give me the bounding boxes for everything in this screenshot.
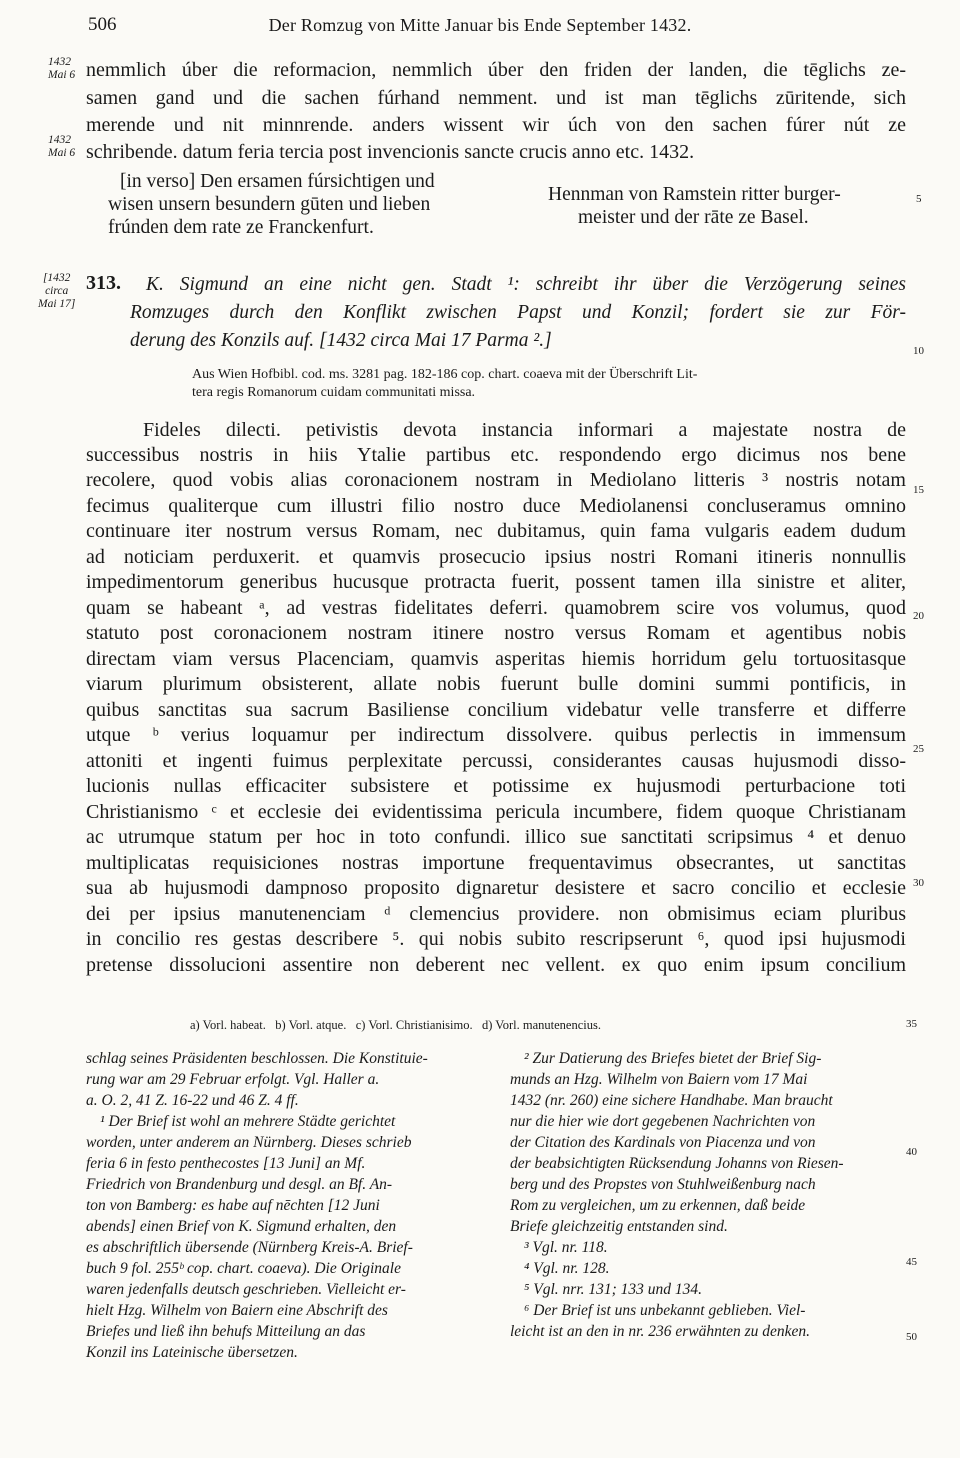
text-line: dei per ipsius manutenenciam ᵈ clemencius providere. non obmisimus eciam pluribus	[86, 903, 906, 925]
footnote-line: Rom zu vergleichen, um zu erkennen, daß beide	[510, 1197, 806, 1214]
text-line: schribende. datum feria tercia post invencionis sancte crucis anno etc. 1432.	[86, 141, 695, 163]
footnote-line: leicht ist an den in nr. 236 erwähnten zu denken.	[510, 1323, 811, 1340]
text-line: nemmlich úber die reformacion, nemmlich úber den friden der landen, die tēglichs ze-	[86, 59, 906, 81]
text-line: directam viam versus Placenciam, quamvis asperitas hiemis horridum gelu tortuositasque	[86, 648, 906, 670]
text-line: utque ᵇ verius loquamur per indirectum dissolvere. quibus perlectis in immensum	[86, 724, 906, 746]
line-number: 35	[906, 1018, 917, 1030]
footnote-line: a. O. 2, 41 Z. 16-22 und 46 Z. 4 ff.	[86, 1092, 299, 1109]
text-line: continuare iter nostrum versus Romam, nec dubitamus, quin fama vulgaris eadem dudum	[86, 520, 906, 542]
source-note: Aus Wien Hofbibl. cod. ms. 3281 pag. 182-186 cop. chart. coaeva mit der Überschrift Lit-	[192, 367, 698, 382]
footnote-line: Konzil ins Lateinische übersetzen.	[86, 1344, 298, 1361]
footnote-line: nur die hier wie dort gegebenen Nachrichten von	[510, 1113, 816, 1130]
text-line: quibus sanctitas sua sacrum Basiliense concilium videbatur velle transferre et differre	[86, 699, 906, 721]
footnote-line: hielt Hzg. Wilhelm von Baiern eine Abschrift des	[86, 1302, 388, 1319]
text-line: samen gand und die sachen fúrhand nemment. und ist man tēglichs zūritende, sich	[86, 87, 906, 109]
line-number: 15	[913, 484, 924, 496]
footnote-line: Briefes und ließ ihn behufs Mitteilung an das	[86, 1323, 366, 1340]
entry-number: 313.	[86, 272, 121, 294]
footnote-line: worden, unter anderem an Nürnberg. Dieses schrieb	[86, 1134, 412, 1151]
page-number: 506	[88, 14, 117, 35]
address-line: Hennman von Ramstein ritter burger-	[548, 184, 841, 205]
regest-line: Romzuges durch den Konflikt zwischen Papst und Konzil; fordert sie zur För-	[130, 302, 906, 323]
footnote-line: Briefe gleichzeitig entstanden sind.	[510, 1218, 728, 1235]
line-number: 10	[913, 345, 924, 357]
text-line: successibus nostris in hiis Ytalie partibus etc. respondendo ergo dicimus nos bene	[86, 444, 906, 466]
running-title: Der Romzug von Mitte Januar bis Ende September 1432.	[268, 15, 692, 35]
footnote-line: berg und des Propstes von Stuhlweißenburg nach	[510, 1176, 816, 1193]
footnote-line: feria 6 in festo penthecostes [13 Juni] an Mf.	[86, 1155, 366, 1172]
address-line: frúnden dem rate ze Franckenfurt.	[108, 217, 374, 238]
text-line: fecimus qualiterque cum illustri filio nostro duce Mediolanensi concluseramus omnino	[86, 495, 906, 517]
footnote-line: munds an Hzg. Wilhelm von Baiern vom 17 Mai	[510, 1071, 808, 1088]
line-number: 25	[913, 743, 924, 755]
text-line: pretense dissolucioni assentire non deberent nec vellent. ex quo enim ipsum concilium	[86, 954, 906, 976]
text-line: Fideles dilecti. petivistis devota instancia informari a majestate nostra de	[143, 419, 906, 441]
text-line: recolere, quod vobis alias coronacionem nostram in Mediolano litteris ³ nostris notam	[86, 469, 906, 491]
text-line: in concilio res gestas describere ⁵. qui nobis subito rescripserunt ⁶, quod ipsi hujusmodi	[86, 928, 906, 950]
text-line: viarum plurimum obsisterent, allate nobis fuerunt bulle domini summi pontificis, in	[86, 673, 906, 695]
footnote-line: ton von Bamberg: es habe auf nēchten [12 Juni	[86, 1197, 380, 1214]
footnote-line: der beabsichtigten Rücksendung Johanns von Riesen-	[510, 1155, 844, 1172]
footnote-line: schlag seines Präsidenten beschlossen. Die Konstituie-	[86, 1050, 428, 1067]
footnote-line: 1432 (nr. 260) eine sichere Handhabe. Man braucht	[510, 1092, 833, 1109]
footnote-line: ¹ Der Brief ist wohl an mehrere Städte gerichtet	[100, 1113, 396, 1130]
address-line: [in verso] Den ersamen fúrsichtigen und	[120, 171, 435, 192]
address-line: wisen unsern besundern gūten und lieben	[108, 194, 431, 215]
text-line: Christianismo ᶜ et ecclesie dei evidentissima pericula incumbere, fidem quoque Christianam	[86, 801, 906, 823]
text-line: statuto post coronacionem nostram itinere nostro versus Romam et agentibus nobis	[86, 622, 906, 644]
text-line: quam se habeant ᵃ, ad vestras fidelitates deferri. quamobrem scire vos volumus, quod	[86, 597, 906, 619]
footnote-line: ⁶ Der Brief ist uns unbekannt geblieben. Viel-	[524, 1302, 806, 1319]
footnote-line: buch 9 fol. 255ᵇ cop. chart. coaeva). Die Originale	[86, 1260, 401, 1277]
text-line: lucionis nullas efficaciter subsistere et potissime ex hujusmodi perturbacione toti	[86, 775, 906, 797]
footnotes-left	[86, 1048, 482, 1363]
margin-date: 1432 Mai 6	[48, 134, 76, 159]
margin-date: [1432 circa Mai 17]	[38, 272, 76, 310]
footnote-line: ³ Vgl. nr. 118.	[524, 1239, 608, 1256]
regest-line: derung des Konzils auf. [1432 circa Mai 17 Parma ².]	[130, 330, 552, 351]
footnote-line: ² Zur Datierung des Briefes bietet der Brief Sig-	[524, 1050, 822, 1067]
text-line: impedimentorum generibus hucusque protracta fuerit, possent tamen illa sinistre et aliter,	[86, 571, 906, 593]
text-line: ac utrumque statum per hoc in toto confundi. illico sue sanctitati scripsimus ⁴ et denuo	[86, 826, 906, 848]
footnote-line: abends] einen Brief von K. Sigmund erhalten, den	[86, 1218, 397, 1235]
text-line: sua ab hujusmodi dampnoso proposito dignaretur desistere et sacro concilio et ecclesie	[86, 877, 906, 899]
footnote-line: ⁵ Vgl. nrr. 131; 133 und 134.	[524, 1281, 703, 1298]
text-line: merende und nit minnrende. anders wissent wir úch von den sachen fúrer nút ze	[86, 114, 906, 136]
source-note: tera regis Romanorum cuidam communitati missa.	[192, 385, 476, 400]
regest-line: K. Sigmund an eine nicht gen. Stadt ¹: schreibt ihr über die Verzögerung seines	[146, 274, 906, 295]
variant-apparatus: a) Vorl. habeat. b) Vorl. atque. c) Vorl. Christianisimo. d) Vorl. manutenencius.	[190, 1018, 601, 1032]
line-number: 20	[913, 610, 924, 622]
footnotes-right	[510, 1048, 906, 1342]
line-number: 45	[906, 1256, 917, 1268]
text-line: ad noticiam perduxerit. et quamvis prosecucio ipsius nostri Romani itineris nonnullis	[86, 546, 906, 568]
line-number: 50	[906, 1331, 917, 1343]
line-number: 40	[906, 1146, 917, 1158]
address-sender	[548, 183, 908, 229]
margin-date: 1432 Mai 6	[48, 56, 76, 81]
line-number: 30	[913, 877, 924, 889]
address-line: meister und der rāte ze Basel.	[578, 207, 809, 228]
footnote-line: ⁴ Vgl. nr. 128.	[524, 1260, 610, 1277]
line-number: 5	[916, 193, 922, 205]
text-line: multiplicatas requisiciones nostras importune frequentavimus obsecrantes, ut sanctitas	[86, 852, 906, 874]
footnote-line: waren jedenfalls deutsch geschrieben. Vielleicht er-	[86, 1281, 406, 1298]
footnote-line: rung war am 29 Februar erfolgt. Vgl. Haller a.	[86, 1071, 380, 1088]
text-line: attoniti et ingenti fuimus perplexitate percussi, considerantes causas hujusmodi disso-	[86, 750, 906, 772]
address-recipient	[108, 170, 528, 239]
footnote-line: Friedrich von Brandenburg und desgl. an Bf. An-	[86, 1176, 393, 1193]
footnote-line: es abschriftlich übersende (Nürnberg Kreis-A. Brief-	[86, 1239, 413, 1256]
footnote-line: der Citation des Kardinals von Piacenza und von	[510, 1134, 816, 1151]
